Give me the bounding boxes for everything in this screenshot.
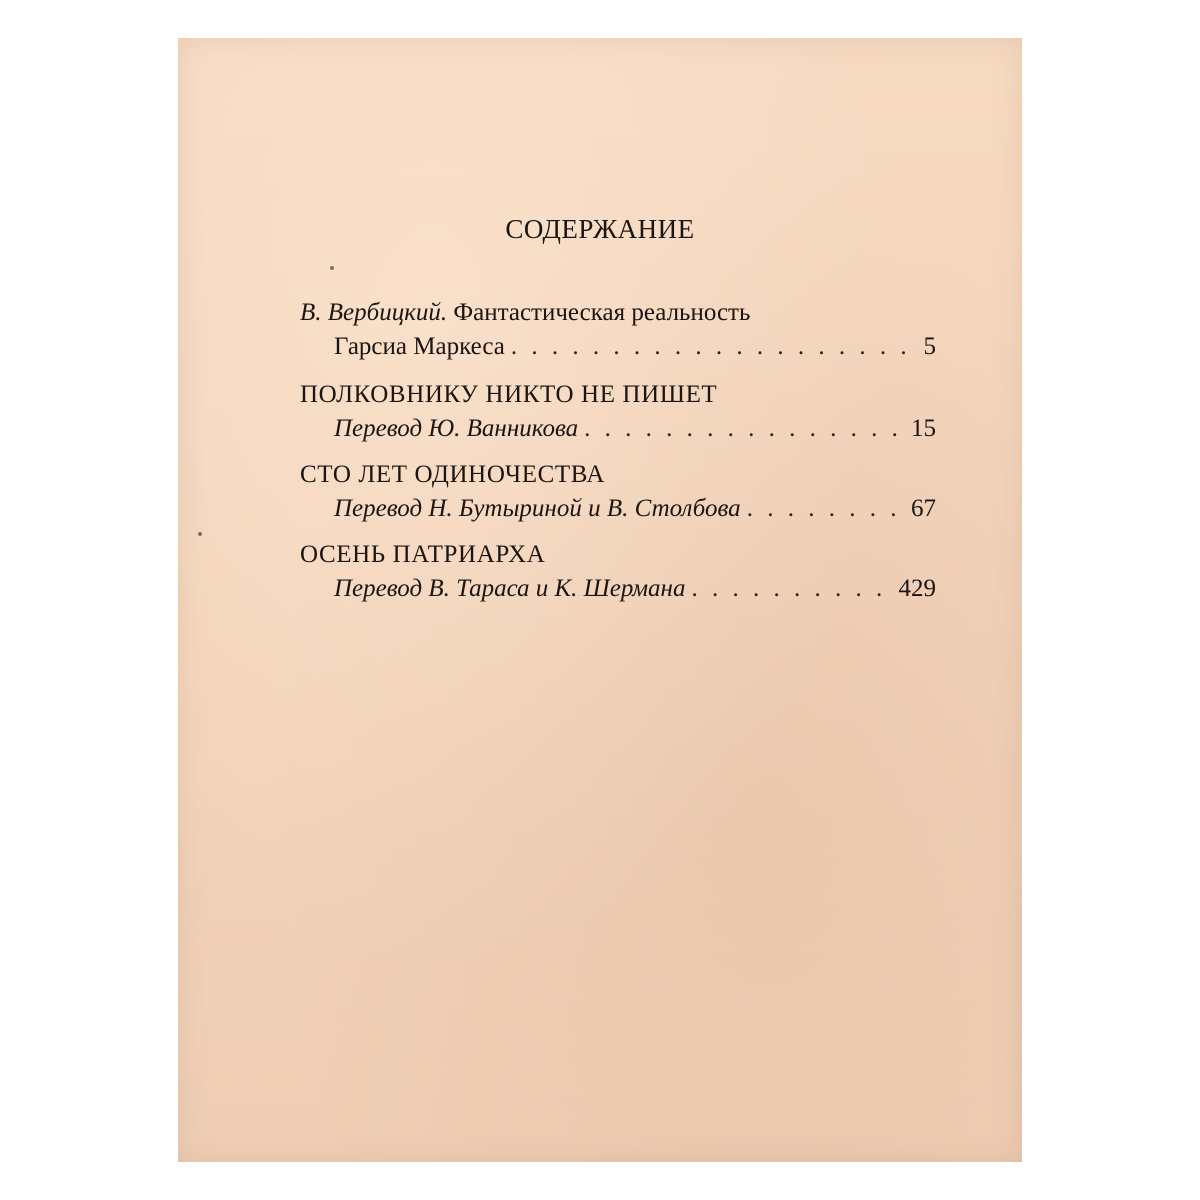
dot-leader bbox=[584, 412, 905, 446]
entry-subtitle: Перевод Н. Бутыриной и В. Столбова bbox=[334, 495, 741, 522]
entry-page-number: 67 bbox=[911, 495, 936, 522]
entry-title: ОСЕНЬ ПАТРИАРХА bbox=[300, 541, 546, 568]
entry-page-number: 5 bbox=[923, 333, 936, 360]
entry-page-number: 15 bbox=[911, 415, 936, 442]
book-page bbox=[178, 38, 1022, 1162]
entry-subtitle-line bbox=[300, 492, 936, 526]
toc-entry bbox=[300, 538, 936, 606]
ink-speck bbox=[330, 266, 334, 270]
entry-subtitle-line bbox=[300, 330, 936, 364]
entry-title-line bbox=[300, 296, 936, 330]
toc-heading: СОДЕРЖАНИЕ bbox=[505, 214, 695, 244]
entry-subtitle: Гарсиа Маркеса bbox=[334, 333, 505, 360]
entry-title: СТО ЛЕТ ОДИНОЧЕСТВА bbox=[300, 461, 606, 488]
entry-subtitle: Перевод В. Тараса и К. Шермана bbox=[334, 575, 686, 602]
entry-title: ПОЛКОВНИКУ НИКТО НЕ ПИШЕТ bbox=[300, 381, 718, 408]
entry-title: Фантастическая реальность bbox=[447, 299, 751, 326]
dot-leader bbox=[511, 330, 918, 364]
toc-entry bbox=[300, 458, 936, 526]
toc-entry bbox=[300, 378, 936, 446]
ink-speck bbox=[198, 532, 202, 536]
entry-subtitle: Перевод Ю. Ванникова bbox=[334, 415, 579, 442]
dot-leader bbox=[747, 492, 905, 526]
toc-entry bbox=[300, 296, 936, 364]
entry-page-number: 429 bbox=[898, 575, 936, 602]
entry-subtitle-line bbox=[300, 412, 936, 446]
entry-author: В. Вербицкий. bbox=[300, 299, 448, 326]
entry-subtitle-line bbox=[300, 572, 936, 606]
dot-leader bbox=[691, 572, 892, 606]
